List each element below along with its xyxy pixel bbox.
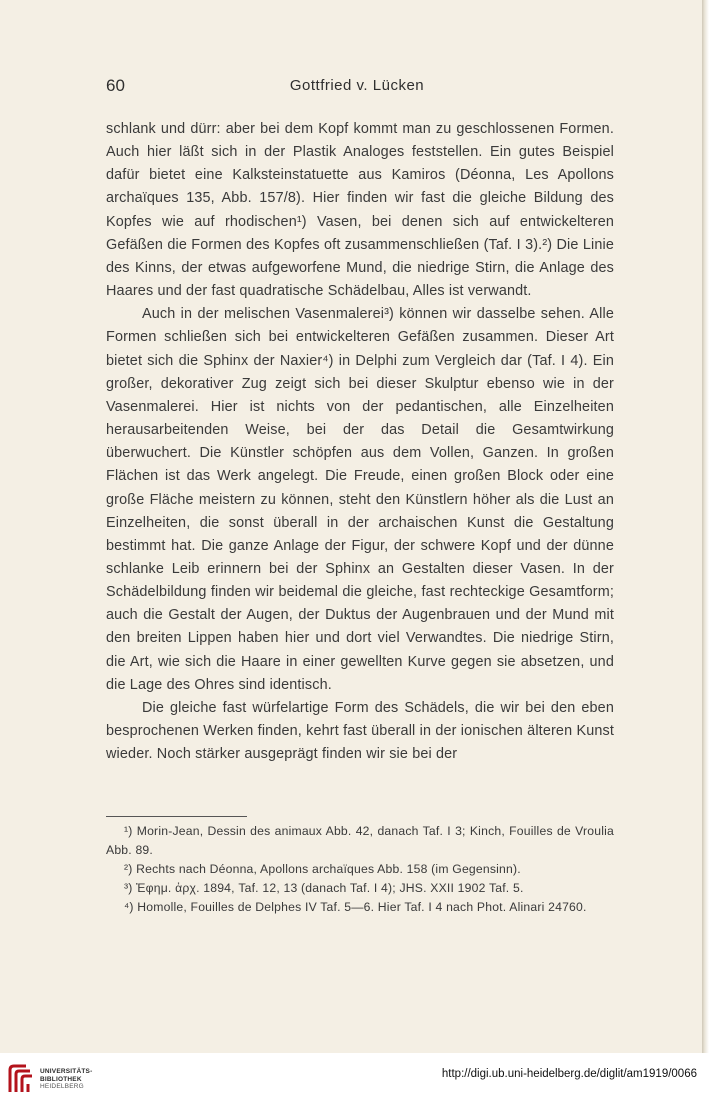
paragraph-1: schlank und dürr: aber bei dem Kopf kommt man zu geschlossenen Formen. Auch hier läßt sich in der Plastik Analoges feststellen. Ein gutes Beispiel dafür bietet eine Kalksteinstatuette aus Kamiros (Déonna, Les Apollons archaïques 135, Abb. 157/8). Hier finden wir fast die gleiche Bildung des Kopfes wie auf rhodischen¹) Vasen, bei denen sich auf entwickelteren Gefäßen die Formen des Kopfes oft zusammenschließen (Taf. I 3).²) Die Linie des Kinns, der etwas aufgeworfene Mund, die niedrige Stirn, die Anlage des Haares und der fast quadratische Schädelbau, Alles ist verwandt. xyxy=(106,121,614,300)
library-name-line-2: BIBLIOTHEK xyxy=(40,1075,82,1083)
footnote-3: ³) Ἐφημ. ἀρχ. 1894, Taf. 12, 13 (danach Taf. I 4); JHS. XXII 1902 Taf. 5. xyxy=(124,881,524,895)
footer-bar xyxy=(0,1053,709,1111)
footnote-2: ²) Rechts nach Déonna, Apollons archaïques Abb. 158 (im Gegensinn). xyxy=(124,862,521,876)
page-header xyxy=(106,76,608,98)
library-name-line-3: HEIDELBERG xyxy=(40,1083,84,1090)
body-text xyxy=(106,118,614,766)
page-edge xyxy=(702,0,709,1053)
page-number: 60 xyxy=(106,76,125,95)
footnote-4: ⁴) Homolle, Fouilles de Delphes IV Taf. 5—6. Hier Taf. I 4 nach Phot. Alinari 24760. xyxy=(124,900,587,914)
library-name xyxy=(40,1068,92,1091)
paragraph-3: Die gleiche fast würfelartige Form des Schädels, die wir bei den eben besprochenen Werken finden, kehrt fast überall in der ionischen älteren Kunst wieder. Noch stärker ausgeprägt finden wir sie bei der xyxy=(106,699,614,763)
paragraph-2: Auch in der melischen Vasenmalerei³) können wir dasselbe sehen. Alle Formen schließen sich bei entwickelteren Gefäßen zusammen. Dieser Art bietet sich die Sphinx der Naxier⁴) in Delphi zum Vergleich dar (Taf. I 4). Ein großer, dekorativer Zug zeigt sich bei dieser Skulptur ebenso wie in der Vasenmalerei. Hier ist nichts von der pedantischen, alle Einzelheiten herausarbeitenden Weise, bei der das Detail die Gesamtwirkung überwuchert. Die Künstler schöpfen aus dem Vollen, Ganzen. In großen Flächen ist das Werk angelegt. Die Freude, einen großen Block oder eine große Fläche meistern zu können, steht den Künstlern höher als die Lust an Einzelheiten, die sonst überall in der archaischen Kunst die Gestaltung bestimmt hat. Die ganze Anlage der Figur, der schwere Kopf und der dünne schlanke Leib erinnern bei der Sphinx an Gestalten dieser Vasen. In der Schädelbildung finden wir beidemal die gleiche, fast rechteckige Gesamtform; auch die Gestalt der Augen, der Duktus der Augenbrauen und der Mund mit den breiten Lippen haben hier und dort viel Verwandtes. Die niedrige Stirn, die Art, wie sich die Haare in einer gewellten Kurve gegen sie absetzen, und die Lage des Ohres sind identisch. xyxy=(106,306,614,693)
footnote-1: ¹) Morin-Jean, Dessin des animaux Abb. 42, danach Taf. I 3; Kinch, Fouilles de Vroulia Abb. 89. xyxy=(106,824,614,857)
library-name-line-1: UNIVERSITÄTS- xyxy=(40,1068,93,1075)
library-logo-icon xyxy=(6,1062,34,1096)
source-url[interactable]: http://digi.ub.uni-heidelberg.de/diglit/am1919/0066 xyxy=(441,1068,697,1080)
footnotes xyxy=(106,822,614,917)
running-head: Gottfried v. Lücken xyxy=(289,77,425,94)
footnote-rule xyxy=(106,816,247,817)
